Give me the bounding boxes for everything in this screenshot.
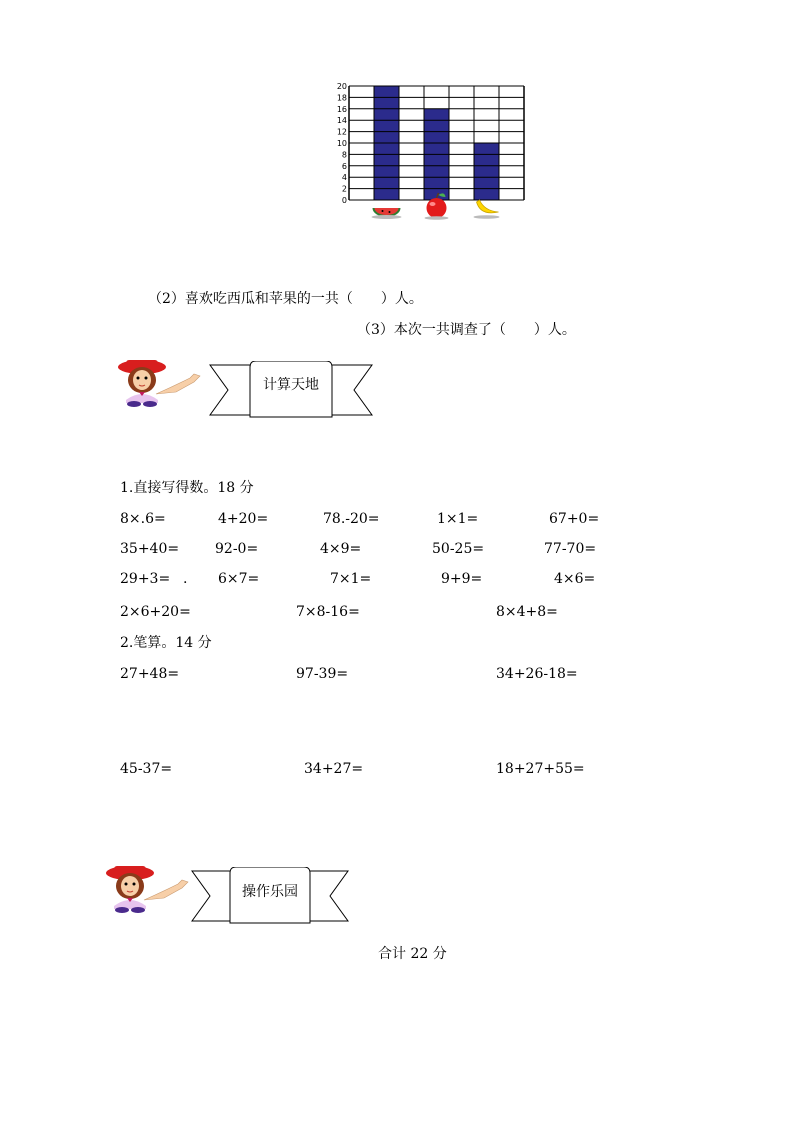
problem: 35+40=: [120, 541, 180, 557]
y-tick-label: 10: [336, 139, 347, 148]
y-tick-label: 14: [336, 116, 347, 126]
problem: 7×8-16=: [296, 604, 360, 620]
y-tick-label: 20: [336, 82, 347, 91]
bar-banana: [474, 143, 499, 200]
y-tick-label: 18: [336, 93, 347, 103]
y-tick-label: 0: [341, 196, 347, 205]
y-tick-label: 12: [336, 127, 347, 137]
banana-icon: [474, 200, 500, 219]
fruit-bar-chart: [332, 82, 532, 230]
problem: 9+9=: [441, 571, 483, 587]
problem: 34+27=: [304, 761, 364, 777]
problem: 8×4+8=: [496, 604, 558, 620]
problem: 7×1=: [330, 571, 372, 587]
problem: 18+27+55=: [496, 761, 585, 777]
question-3: （3）本次一共调查了（ ）人。: [357, 322, 576, 338]
problem: 4×9=: [320, 541, 362, 557]
girl-mascot-icon: [100, 862, 200, 914]
stray-dot: .: [183, 571, 188, 587]
problem: 27+48=: [120, 666, 180, 682]
y-tick-label: 16: [336, 104, 347, 114]
y-tick-label: 6: [341, 161, 347, 171]
problem: 67+0=: [549, 511, 600, 527]
problem: 8×.6=: [120, 511, 166, 527]
problem: 29+3=: [120, 571, 171, 587]
question-2: （2）喜欢吃西瓜和苹果的一共（ ）人。: [148, 291, 423, 307]
total-score: 合计 22 分: [378, 946, 447, 962]
problem: 4+20=: [218, 511, 269, 527]
problem: 6×7=: [218, 571, 260, 587]
problem: 97-39=: [296, 666, 349, 682]
problem: 77-70=: [544, 541, 597, 557]
part2-title: 2.笔算。14 分: [120, 635, 212, 651]
girl-mascot-icon: [112, 356, 212, 408]
problem: 78.-20=: [323, 511, 380, 527]
problem: 92-0=: [215, 541, 259, 557]
problem: 50-25=: [432, 541, 485, 557]
part1-title: 1.直接写得数。18 分: [120, 480, 254, 496]
y-tick-label: 2: [341, 184, 347, 194]
y-tick-label: 4: [341, 173, 347, 183]
problem: 34+26-18=: [496, 666, 578, 682]
y-tick-label: 8: [341, 150, 347, 160]
banner-title-calc: 计算天地: [263, 377, 319, 393]
problem: 4×6=: [554, 571, 596, 587]
problem: 1×1=: [437, 511, 479, 527]
problem: 2×6+20=: [120, 604, 191, 620]
problem: 45-37=: [120, 761, 173, 777]
watermelon-icon: [372, 208, 402, 219]
banner-title-op: 操作乐园: [242, 884, 298, 900]
